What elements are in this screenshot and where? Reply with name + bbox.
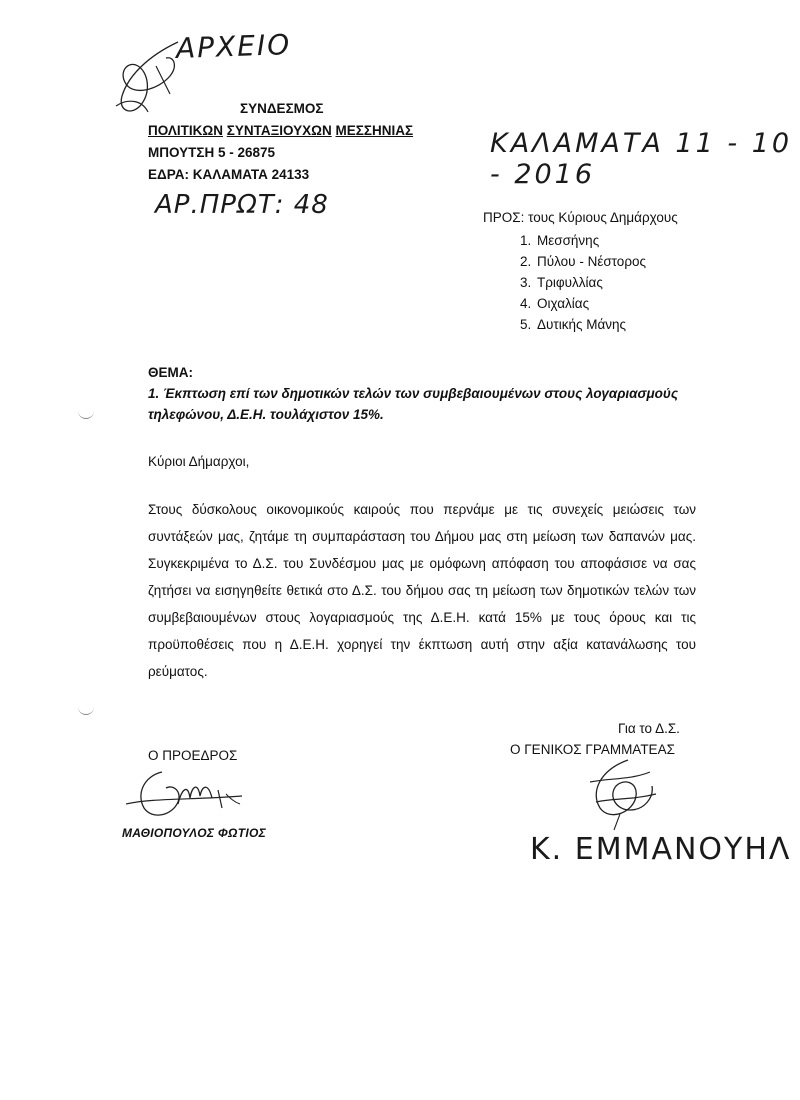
subject-block [148, 362, 708, 425]
sender-org-word1: ΠΟΛΙΤΙΚΩΝ [148, 123, 223, 138]
sender-seat: ΕΔΡΑ: ΚΑΛΑΜΑΤΑ 24133 [148, 167, 310, 182]
archive-stamp-handwriting: ΑΡΧΕΙΟ [175, 27, 292, 66]
sender-org-line2 [148, 120, 413, 142]
date-handwriting: ΚΑΛΑΜΑΤΑ 11 - 10 - 2016 [490, 128, 793, 190]
sender-org-line1: ΣΥΝΔΕΣΜΟΣ [240, 101, 324, 116]
sender-header [148, 98, 413, 186]
recipients-list [483, 230, 678, 335]
protocol-handwriting: ΑΡ.ΠΡΩΤ: 48 [155, 190, 329, 220]
sender-address: ΜΠΟΥΤΣΗ 5 - 26875 [148, 145, 276, 160]
president-name-stamp: ΜΑΘΙΟΠΟΥΛΟΣ ΦΩΤΙΟΣ [122, 826, 267, 840]
recipients-block [483, 207, 678, 335]
for-board-label: Για το Δ.Σ. [618, 721, 680, 736]
recipient-item: 4. Οιχαλίας [535, 293, 678, 314]
recipient-item: 5. Δυτικής Μάνης [535, 314, 678, 335]
recipient-item: 1. Μεσσήνης [535, 230, 678, 251]
secretary-name-handwriting: Κ. ΕΜΜΑΝΟΥΗΛ [530, 832, 792, 867]
punch-hole-mark [78, 410, 94, 419]
president-signature-icon [122, 764, 252, 824]
subject-text: 1. Έκπτωση επί των δημοτικών τελών των συμβεβαιουμένων στους λογαριασμούς τηλεφώνου, Δ.Ε.Η. τουλάχιστον 15%. [148, 386, 679, 422]
body-paragraph: Στους δύσκολους οικονομικούς καιρούς που περνάμε με τις συνεχείς μειώσεις των συντάξεών μας, ζητάμε τη συμπαράσταση του Δήμου μας στη μείωση των δαπανών μας. Συγκεκριμένα το Δ.Σ. του Συνδέσμου μας με ομόφωνη απόφαση του αποφάσισε να σας ζητήσει να εισηγηθείτε θετικά στο Δ.Σ. του δήμου σας τη μείωση των δημοτικών τελών των συμβεβαιουμένων στους λογαριασμούς της Δ.Ε.Η. κατά 15% με τους όρους και τις προϋποθέσεις που η Δ.Ε.Η. χορηγεί την έκπτωση αυτή στην αξία κατανάλωσης του ρεύματος. [148, 502, 696, 679]
sender-org-word3: ΜΕΣΣΗΝΙΑΣ [335, 123, 414, 138]
recipient-item: 3. Τριφυλλίας [535, 272, 678, 293]
recipient-item: 2. Πύλου - Νέστορος [535, 251, 678, 272]
recipients-to-line: ΠΡΟΣ: τους Κύριους Δημάρχους [483, 210, 678, 225]
sender-org-word2: ΣΥΝΤΑΞΙΟΥΧΩΝ [226, 123, 332, 138]
president-title: Ο ΠΡΟΕΔΡΟΣ [148, 748, 238, 763]
subject-heading: ΘΕΜΑ: [148, 365, 193, 380]
secretary-signature-icon [570, 752, 670, 832]
salutation: Κύριοι Δήμαρχοι, [148, 454, 250, 469]
punch-hole-mark [78, 706, 94, 715]
secretary-title: Ο ΓΕΝΙΚΟΣ ΓΡΑΜΜΑΤΕΑΣ [510, 742, 675, 757]
